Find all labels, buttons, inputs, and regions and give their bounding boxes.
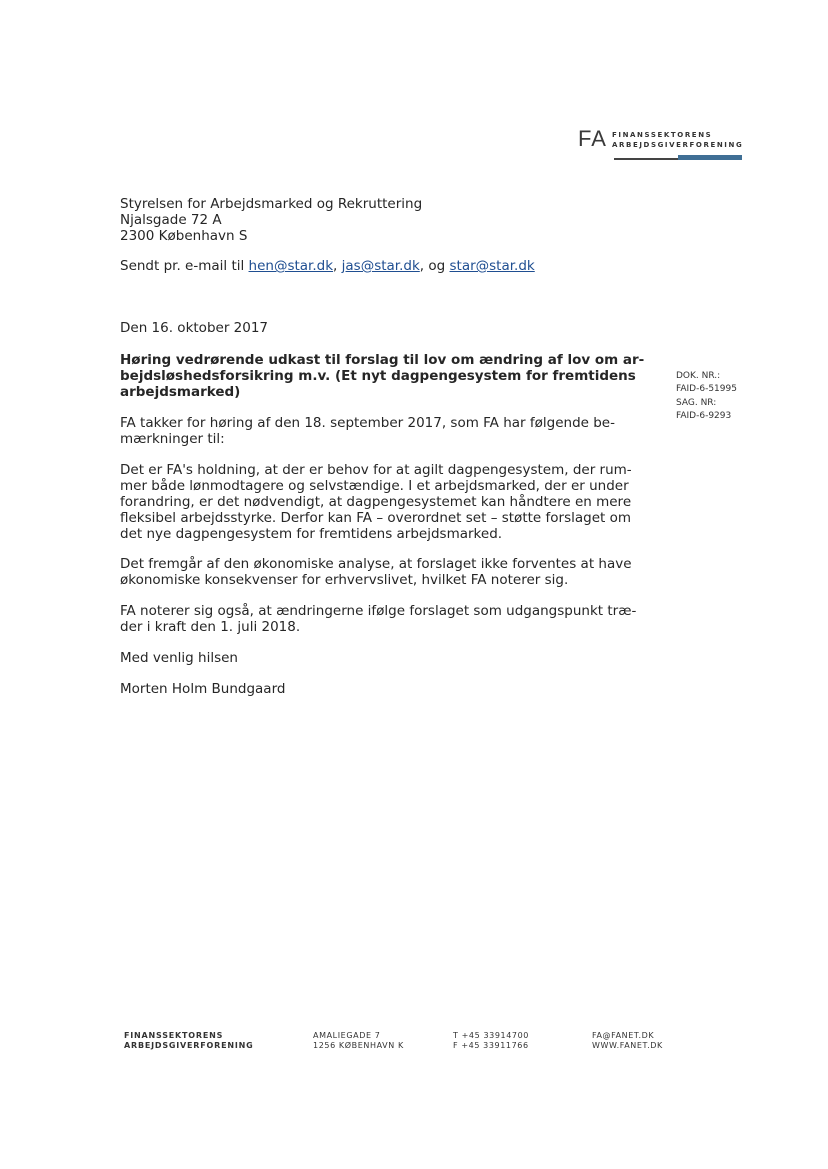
dok-value: FAID-6-51995 — [676, 384, 737, 394]
paragraph-1-line-2: mærkninger til: — [120, 431, 225, 447]
sag-value: FAID-6-9293 — [676, 411, 732, 421]
email-link-hen[interactable]: hen@star.dk — [248, 258, 334, 274]
sent-separator: , — [333, 258, 342, 274]
footer-address-line-1: AMALIEGADE 7 — [313, 1031, 381, 1040]
recipient-city: 2300 København S — [120, 228, 248, 244]
logo-line-1: FINANSSEKTORENS — [612, 131, 713, 139]
recipient-street: Njalsgade 72 A — [120, 212, 222, 228]
closing: Med venlig hilsen — [120, 650, 238, 666]
paragraph-4-line-1: FA noterer sig også, at ændringerne ifølge forslaget som udgangspunkt træ- — [120, 603, 637, 619]
logo-bar-blue — [678, 155, 742, 160]
paragraph-2-line-1: Det er FA's holdning, at der er behov for at agilt dagpengesystem, der rum- — [120, 462, 632, 478]
letter-date: Den 16. oktober 2017 — [120, 320, 269, 336]
recipient-name: Styrelsen for Arbejdsmarked og Rekruttering — [120, 196, 423, 212]
paragraph-1-line-1: FA takker for høring af den 18. september 2017, som FA har følgende be- — [120, 415, 615, 431]
sent-prefix: Sendt pr. e-mail til — [120, 258, 249, 274]
paragraph-2-line-3: forandring, er det nødvendigt, at dagpengesystemet kan håndtere en mere — [120, 494, 632, 510]
email-link-jas[interactable]: jas@star.dk — [341, 258, 420, 274]
footer-org-line-1: FINANSSEKTORENS — [124, 1031, 224, 1040]
signature: Morten Holm Bundgaard — [120, 681, 286, 697]
footer-address-line-2: 1256 KØBENHAVN K — [313, 1041, 404, 1050]
paragraph-2-line-2: mer både lønmodtagere og selvstændige. I et arbejdsmarked, der er under — [120, 478, 629, 494]
footer-org-line-2: ARBEJDSGIVERFORENING — [124, 1041, 254, 1050]
sag-label: SAG. NR: — [676, 398, 717, 408]
sent-line — [120, 258, 535, 274]
sent-separator: , og — [419, 258, 450, 274]
footer-phone: T +45 33914700 — [453, 1031, 529, 1040]
subject-line-1: Høring vedrørende udkast til forslag til lov om ændring af lov om ar- — [120, 352, 645, 368]
subject-line-2: bejdsløshedsforsikring m.v. (Et nyt dagpengesystem for fremtidens — [120, 368, 636, 384]
paragraph-3-line-2: økonomiske konsekvenser for erhvervslivet, hvilket FA noterer sig. — [120, 572, 569, 588]
email-link-star[interactable]: star@star.dk — [449, 258, 535, 274]
footer-fax: F +45 33911766 — [453, 1041, 529, 1050]
paragraph-2-line-5: det nye dagpengesystem for fremtidens arbejdsmarked. — [120, 526, 503, 542]
paragraph-3-line-1: Det fremgår af den økonomiske analyse, at forslaget ikke forventes at have — [120, 556, 632, 572]
logo-mark: FA — [578, 126, 607, 151]
footer-website: WWW.FANET.DK — [592, 1041, 663, 1050]
footer-email: FA@FANET.DK — [592, 1031, 655, 1040]
fa-logo — [578, 126, 748, 174]
logo-line-2: ARBEJDSGIVERFORENING — [612, 141, 744, 149]
dok-label: DOK. NR.: — [676, 371, 721, 381]
paragraph-4-line-2: der i kraft den 1. juli 2018. — [120, 619, 301, 635]
subject-line-3: arbejdsmarked) — [120, 384, 241, 400]
paragraph-2-line-4: fleksibel arbejdsstyrke. Derfor kan FA – overordnet set – støtte forslaget om — [120, 510, 631, 526]
logo-bar-dark — [614, 158, 684, 160]
